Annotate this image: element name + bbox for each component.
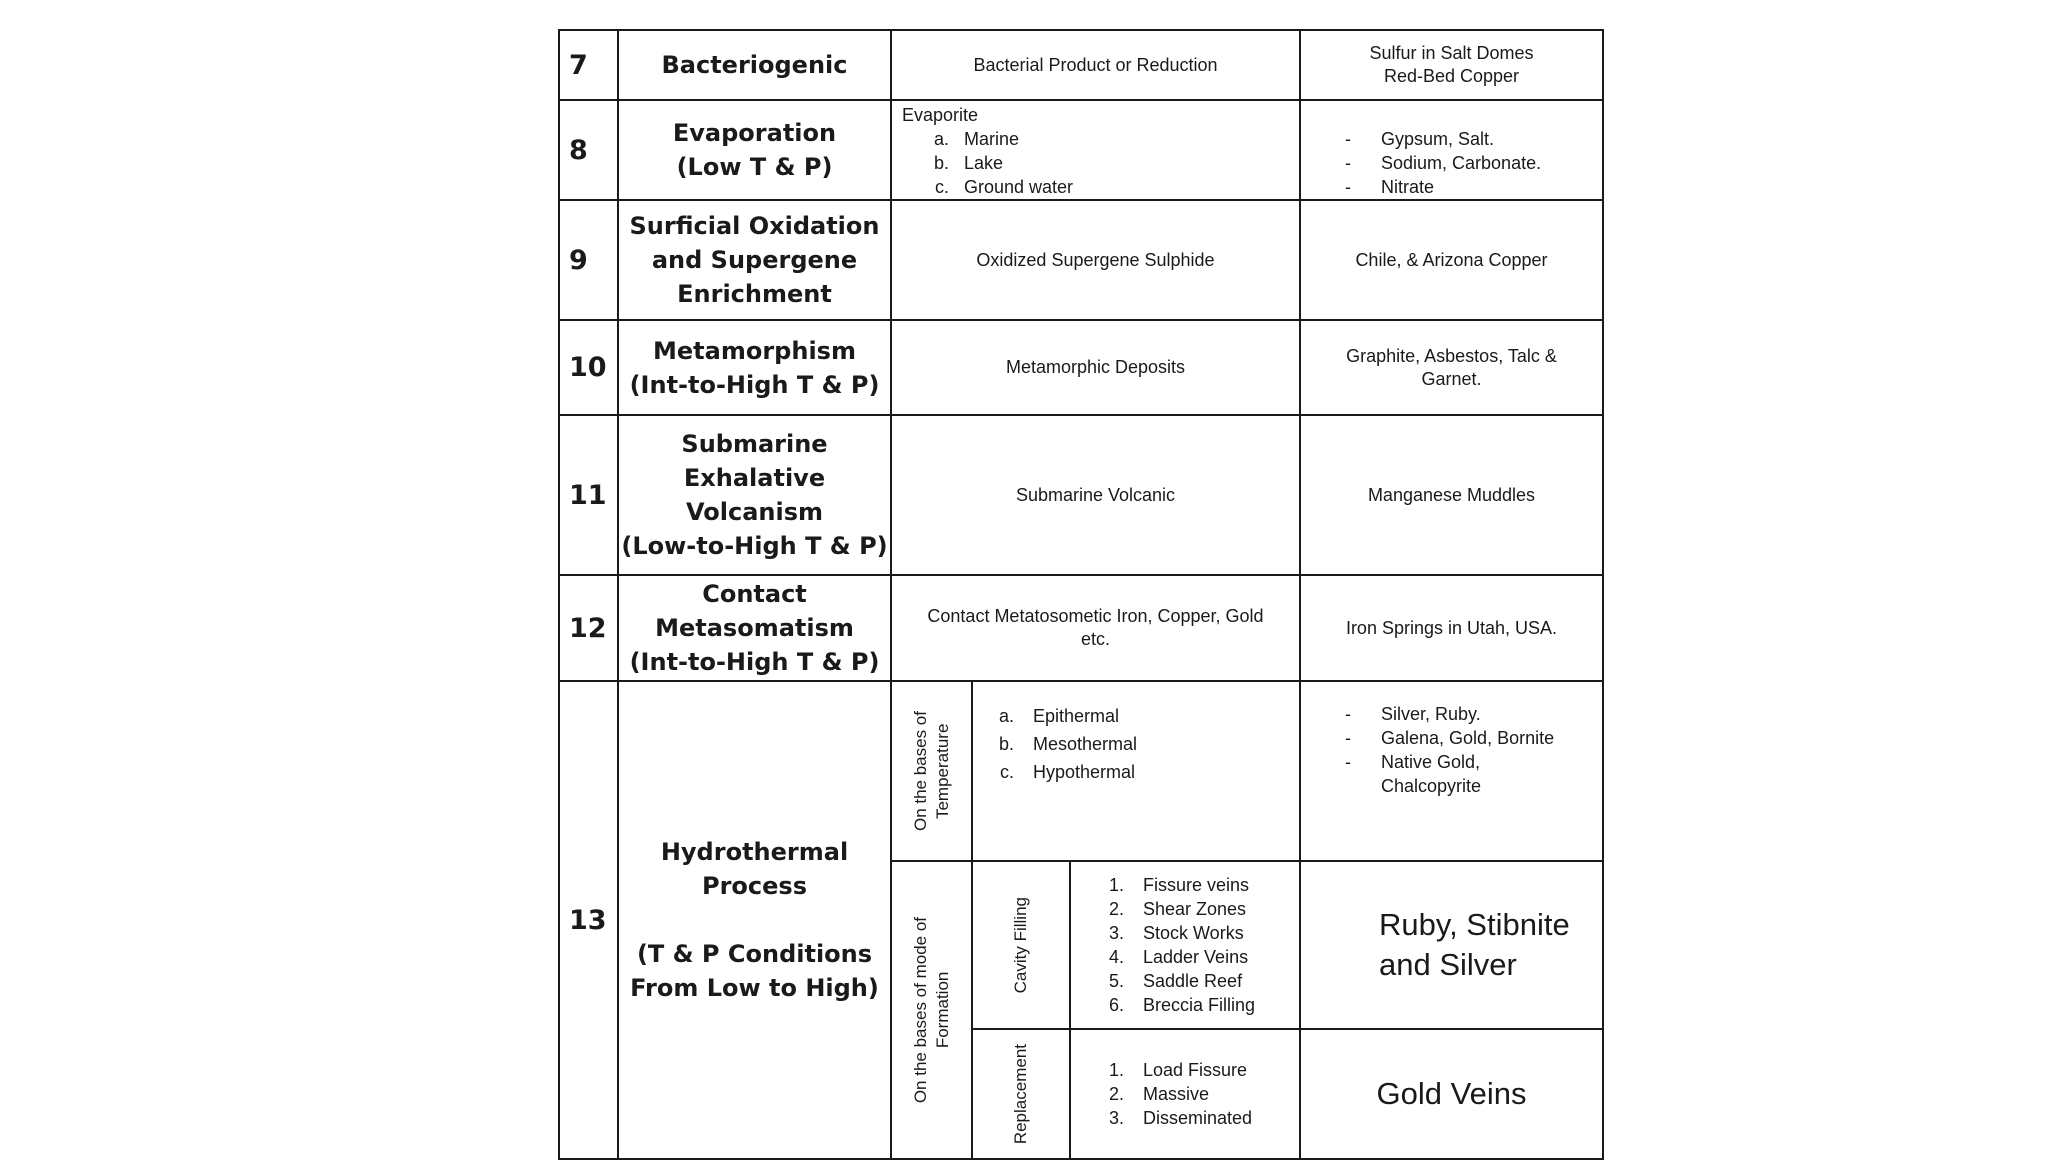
list-item: 3. Disseminated — [1129, 1106, 1299, 1130]
process-line: Contact — [702, 580, 807, 608]
process-line: (Int-to-High T & P) — [629, 648, 880, 676]
description-cell: Oxidized Supergene Sulphide — [891, 200, 1300, 320]
process-line: (Int-to-High T & P) — [629, 370, 880, 399]
process-line: Enrichment — [677, 280, 832, 308]
list-item: - Sodium, Carbonate. — [1345, 151, 1602, 175]
table-row — [559, 30, 1603, 100]
replacement-label-cell — [972, 1029, 1070, 1159]
list-item: a. Epithermal — [1019, 702, 1299, 730]
cavity-list — [1071, 873, 1299, 1017]
label-line: Temperature — [932, 723, 952, 819]
examples-cell — [1300, 30, 1603, 100]
list-item: c. Ground water — [954, 175, 1299, 199]
process-line: Submarine — [681, 430, 828, 458]
process-line: (Low-to-High T & P) — [621, 532, 888, 560]
row-number: 11 — [559, 415, 618, 575]
process-cell — [618, 30, 891, 100]
list-item: b. Lake — [954, 151, 1299, 175]
process-line: Metamorphism — [653, 336, 856, 365]
table-row — [559, 320, 1603, 415]
list-item: 2. Massive — [1129, 1082, 1299, 1106]
table-row — [559, 415, 1603, 575]
temperature-label-cell — [891, 681, 972, 861]
process-spacer — [619, 903, 890, 937]
list-item: - Galena, Gold, Bornite — [1345, 726, 1602, 750]
examples-list — [1301, 127, 1602, 199]
process-line: From Low to High) — [630, 974, 879, 1002]
list-item: - Gypsum, Salt. — [1345, 127, 1602, 151]
label-line: On the bases of mode of — [910, 916, 930, 1104]
description-line: Contact Metatosometic Iron, Copper, Gold — [927, 606, 1264, 626]
replacement-label: Replacement — [1011, 1043, 1030, 1145]
replacement-list — [1071, 1058, 1299, 1130]
description-cell: Metamorphic Deposits — [891, 320, 1300, 415]
process-cell — [618, 575, 891, 681]
example-line: Ruby, Stibnite — [1379, 907, 1570, 942]
process-cell — [618, 100, 891, 200]
table-row — [559, 575, 1603, 681]
description-line: etc. — [1080, 629, 1110, 649]
example-line: Red-Bed Copper — [1383, 66, 1520, 86]
process-cell — [618, 320, 891, 415]
process-line: and Supergene — [651, 246, 858, 274]
list-item: 5. Saddle Reef — [1129, 969, 1299, 993]
process-line: (T & P Conditions — [636, 940, 873, 968]
temperature-list — [973, 702, 1299, 786]
process-line: Surficial Oxidation — [629, 212, 880, 240]
example-line: Chile, & Arizona Copper — [1355, 249, 1548, 270]
process-cell — [618, 200, 891, 320]
label-line: Formation — [932, 971, 952, 1049]
example-line: and Silver — [1379, 947, 1517, 982]
examples-list — [1301, 702, 1602, 798]
label-line: On the bases of — [910, 710, 930, 832]
ore-genesis-table — [558, 29, 1604, 1160]
row-number: 7 — [559, 30, 618, 100]
cavity-items-cell — [1070, 861, 1300, 1029]
cavity-examples-cell — [1300, 861, 1603, 1029]
description-cell: Submarine Volcanic — [891, 415, 1300, 575]
list-item: 6. Breccia Filling — [1129, 993, 1299, 1017]
row-number: 10 — [559, 320, 618, 415]
process-line: Exhalative — [683, 464, 826, 492]
list-item: - Native Gold, Chalcopyrite — [1345, 750, 1602, 798]
list-item: - Silver, Ruby. — [1345, 702, 1602, 726]
formation-label — [910, 917, 954, 1103]
example-line: Sulfur in Salt Domes — [1369, 43, 1534, 63]
process-line: (Low T & P) — [676, 153, 833, 181]
examples-cell — [1300, 100, 1603, 200]
process-line: Hydrothermal — [660, 838, 849, 866]
cavity-label: Cavity Filling — [1011, 896, 1030, 994]
examples-cell — [1300, 415, 1603, 575]
process-cell — [618, 681, 891, 1159]
description-list — [892, 127, 1299, 199]
replacement-examples-cell — [1300, 1029, 1603, 1159]
list-item: c. Hypothermal — [1019, 758, 1299, 786]
list-item: b. Mesothermal — [1019, 730, 1299, 758]
row-number: 12 — [559, 575, 618, 681]
example-line: Iron Springs in Utah, USA. — [1345, 617, 1558, 638]
table-row — [559, 200, 1603, 320]
description-cell — [891, 575, 1300, 681]
list-item: 1. Fissure veins — [1129, 873, 1299, 897]
example-line: Garnet. — [1421, 368, 1482, 389]
process-line: Metasomatism — [655, 614, 854, 642]
description-title: Evaporite — [902, 105, 979, 125]
temperature-label — [910, 711, 954, 831]
row-number: 9 — [559, 200, 618, 320]
examples-cell — [1300, 575, 1603, 681]
example-line: Graphite, Asbestos, Talc & — [1346, 345, 1557, 366]
list-item: - Nitrate — [1345, 175, 1602, 199]
list-item: 2. Shear Zones — [1129, 897, 1299, 921]
examples-cell — [1300, 320, 1603, 415]
table-row — [559, 100, 1603, 200]
table-row — [559, 681, 1603, 861]
temperature-items-cell — [972, 681, 1300, 861]
example-line: Manganese Muddles — [1367, 484, 1536, 505]
process-line: Bacteriogenic — [661, 51, 848, 79]
process-cell — [618, 415, 891, 575]
list-item: 1. Load Fissure — [1129, 1058, 1299, 1082]
formation-label-cell — [891, 861, 972, 1159]
list-item: 4. Ladder Veins — [1129, 945, 1299, 969]
description-cell: Bacterial Product or Reduction — [891, 30, 1300, 100]
process-line: Evaporation — [672, 119, 837, 147]
ore-genesis-table-page — [558, 29, 1602, 1153]
list-item: a. Marine — [954, 127, 1299, 151]
list-item: 3. Stock Works — [1129, 921, 1299, 945]
row-number: 8 — [559, 100, 618, 200]
process-line: Process — [702, 872, 807, 900]
description-cell — [891, 100, 1300, 200]
replacement-items-cell — [1070, 1029, 1300, 1159]
example-line: Gold Veins — [1376, 1076, 1527, 1111]
temperature-examples-cell — [1300, 681, 1603, 861]
examples-cell — [1300, 200, 1603, 320]
process-line: Volcanism — [685, 498, 823, 526]
row-number: 13 — [559, 681, 618, 1159]
cavity-label-cell — [972, 861, 1070, 1029]
